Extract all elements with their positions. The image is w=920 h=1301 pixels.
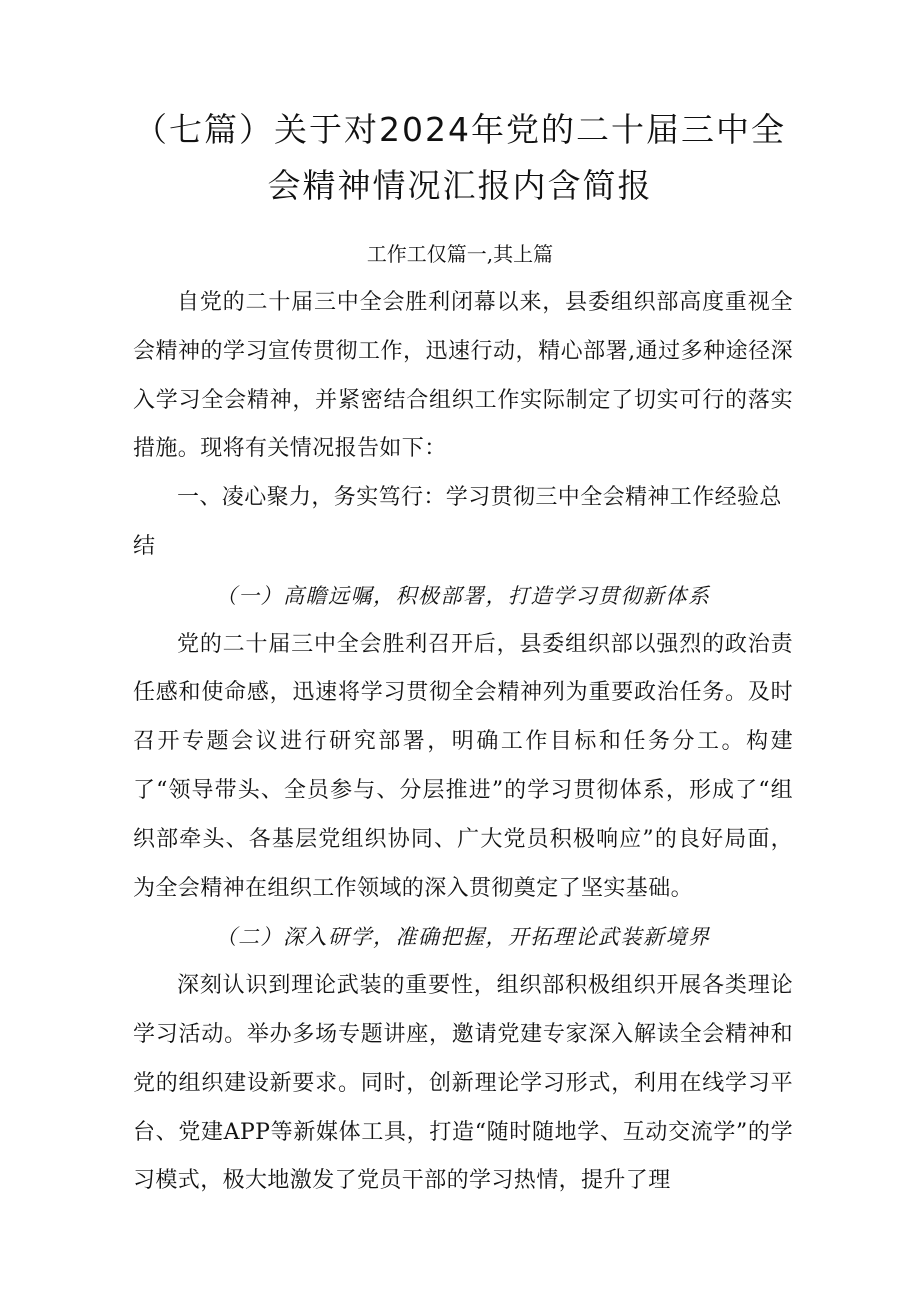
document-subtitle: 工作工仅篇一,其上篇 xyxy=(366,242,554,266)
title-line-1: （七篇）关于对2024年党的二十届三中全 xyxy=(134,110,786,149)
document-title xyxy=(110,102,810,214)
intro-paragraph: 自党的二十届三中全会胜利闭幕以来，县委组织部高度重视全会精神的学习宣传贯彻工作，迅速行动，精心部署,通过多种途径深入学习全会精神，并紧密结合组织工作实际制定了切实可行的落实措施。现将有关情况报告如下： xyxy=(133,290,793,462)
section-1-heading: 一、凌心聚力，务实笃行：学习贯彻三中全会精神工作经验总结 xyxy=(133,485,782,559)
title-line-2: 会精神情况汇报内含简报 xyxy=(267,166,653,205)
subsection-2-heading: （二）深入研学，准确把握，开拓理论武装新境界 xyxy=(215,925,711,950)
document-body xyxy=(133,279,793,1206)
subsection-2-paragraph: 深刻认识到理论武装的重要性，组织部积极组织开展各类理论学习活动。举办多场专题讲座，邀请党建专家深入解读全会精神和党的组织建设新要求。同时，创新理论学习形式，利用在线学习平台、党建APP等新媒体工具，打造“随时随地学、互动交流学”的学习模式，极大地激发了党员干部的学习热情，提升了理 xyxy=(133,973,793,1194)
subsection-1-heading: （一）高瞻远嘱，积极部署，打造学习贯彻新体系 xyxy=(215,583,711,608)
subsection-1-paragraph: 党的二十届三中全会胜利召开后，县委组织部以强烈的政治责任感和使命感，迅速将学习贯彻全会精神列为重要政治任务。及时召开专题会议进行研究部署，明确工作目标和任务分工。构建了“领导带头、全员参与、分层推进”的学习贯彻体系，形成了“组织部牵头、各基层党组织协同、广大党员积极响应”的良好局面，为全会精神在组织工作领域的深入贯彻奠定了坚实基础。 xyxy=(133,631,793,901)
